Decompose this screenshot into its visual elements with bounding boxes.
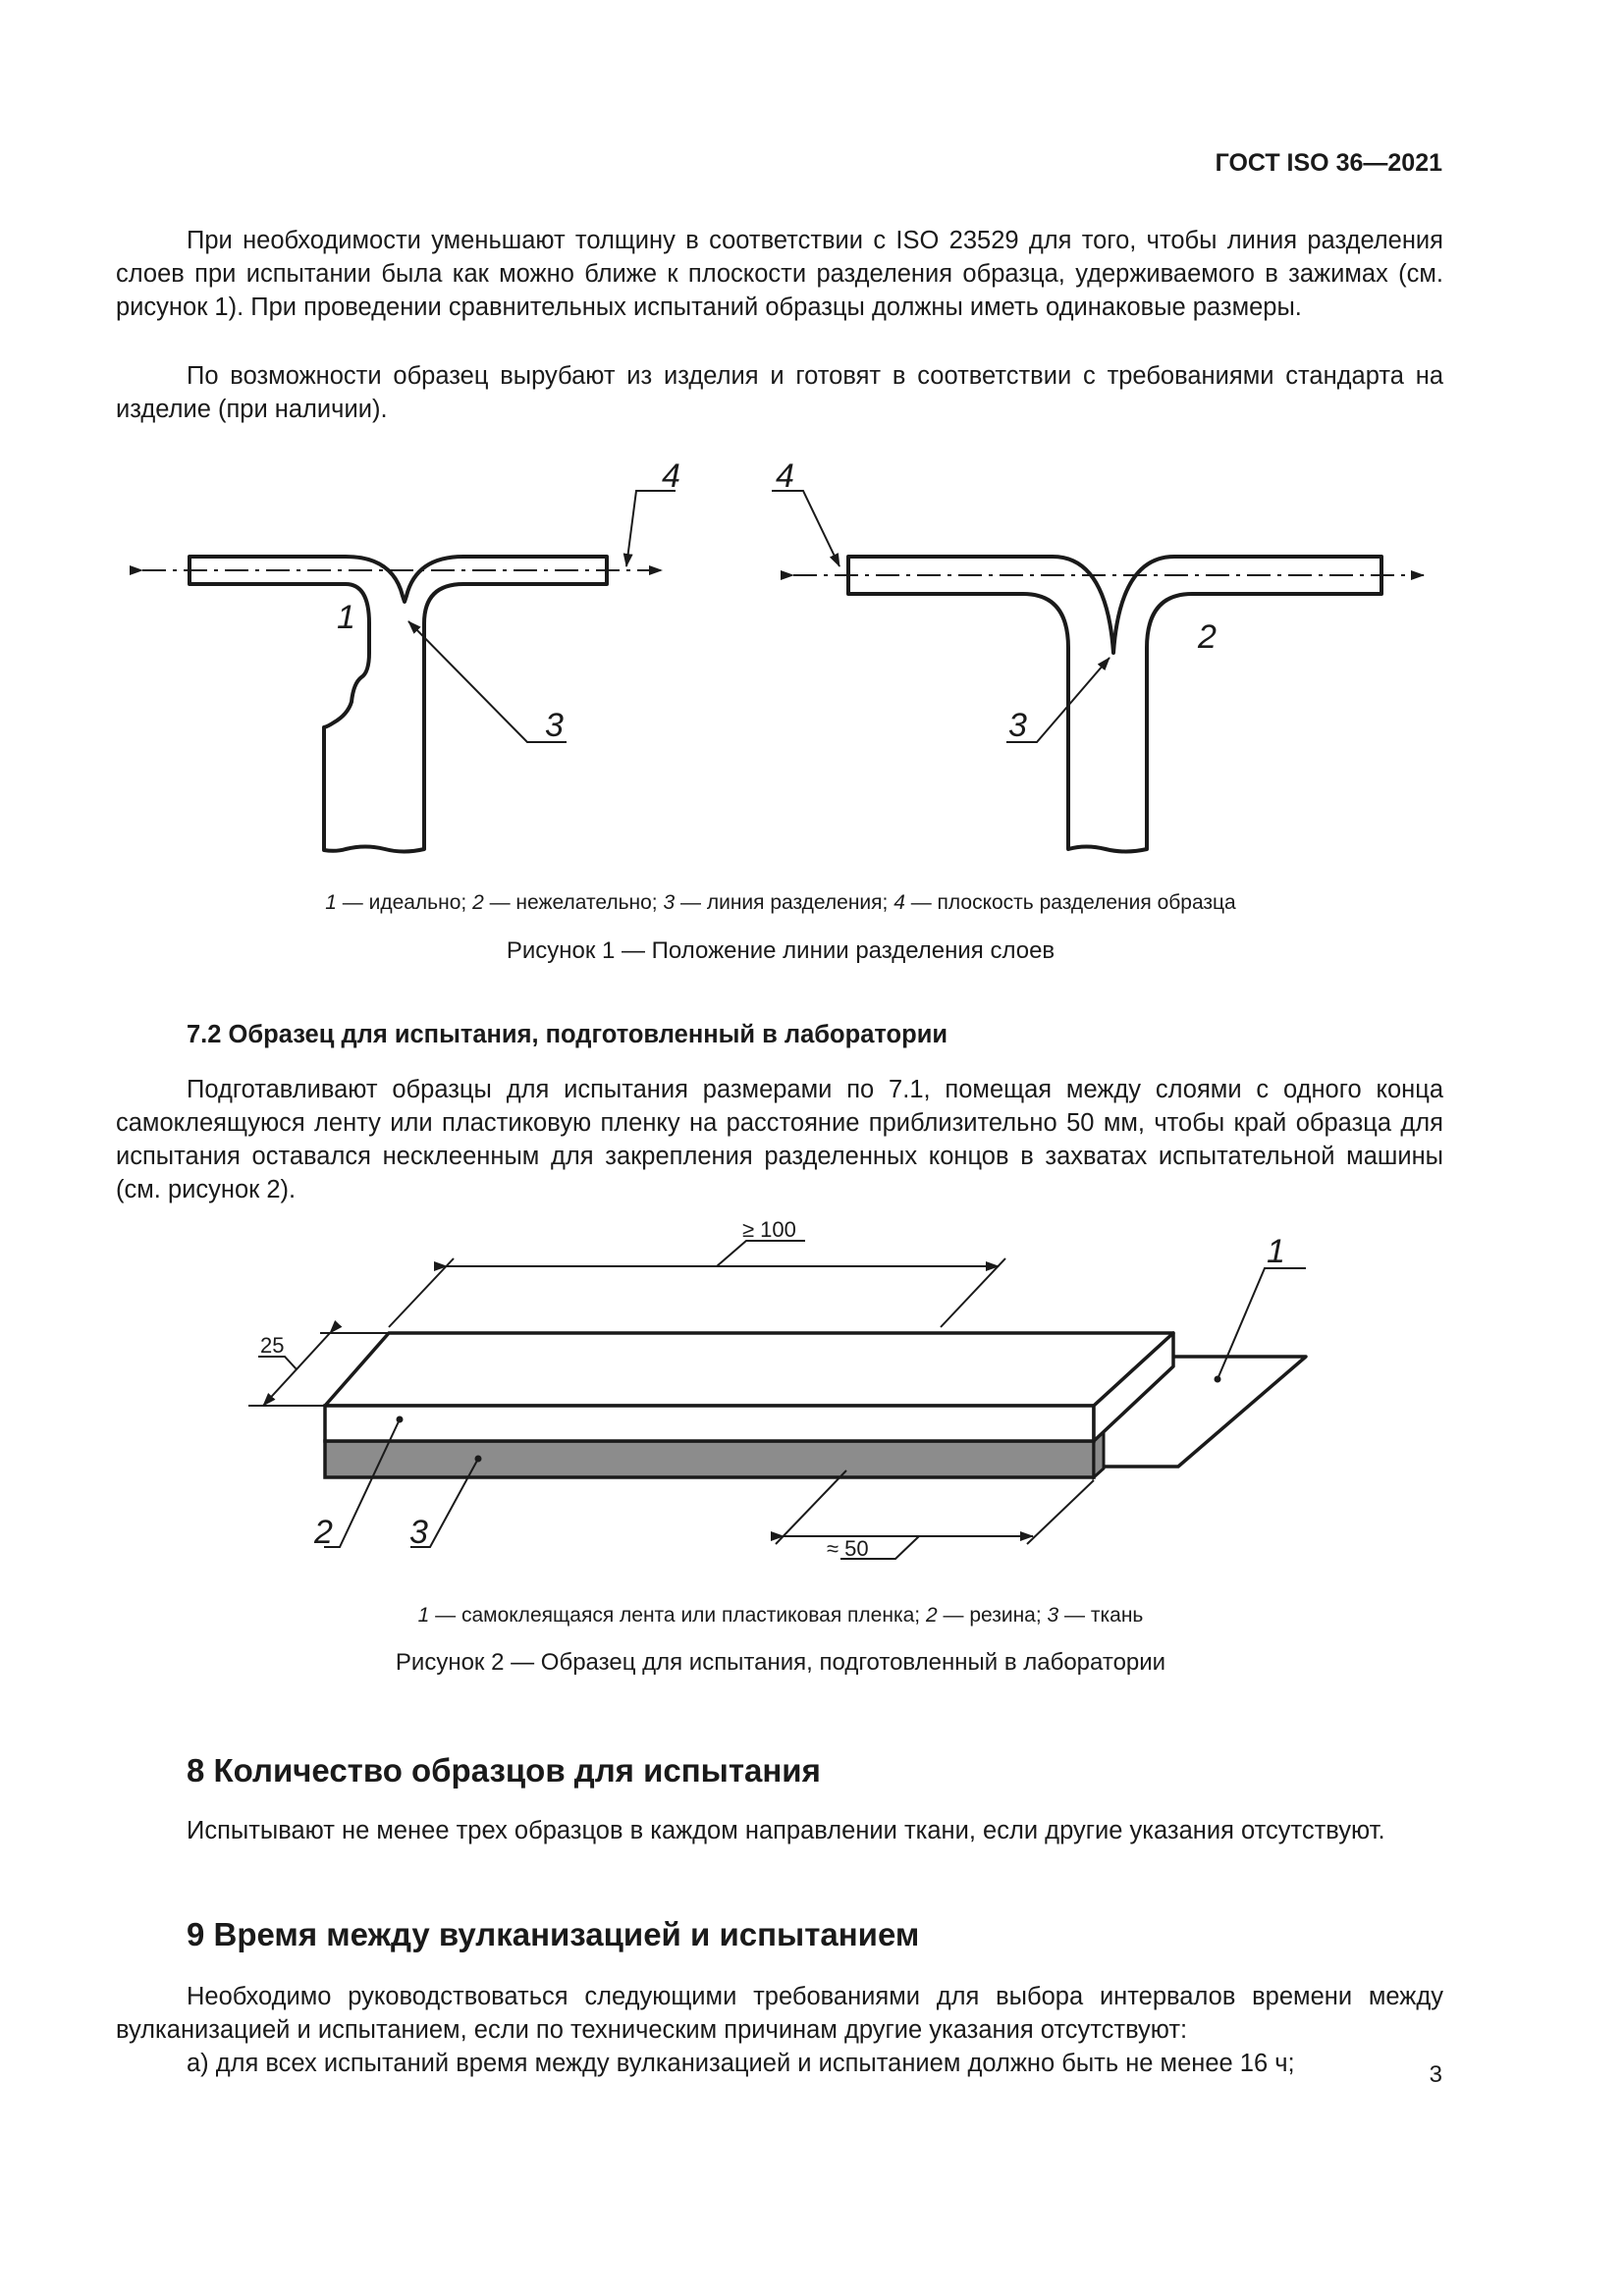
fig1-label-4a: 4	[662, 457, 680, 495]
fabric-layer	[325, 1441, 1094, 1477]
paragraph-quantity: Испытывают не менее трех образцов в каждом направлении ткани, если другие указания отсутствуют.	[187, 1817, 1385, 1844]
figure-2-legend: 1 — самоклеящаяся лента или пластиковая пленка; 2 — резина; 3 — ткань	[417, 1604, 1144, 1627]
leader-4-right	[772, 491, 839, 566]
dim-tape-label: ≈ 50	[827, 1536, 869, 1561]
fig1-label-2: 2	[1198, 618, 1217, 656]
section-7-2-heading: 7.2 Образец для испытания, подготовленный в лаборатории	[187, 1021, 948, 1048]
paragraph-lab-specimen: Подготавливают образцы для испытания размерами по 7.1, помещая между слоями с одного конца самоклеящуюся ленту или пластиковую пленку на расстояние приблизительно 50 мм, чтобы край образца для испытания оставался несклеенным для закрепления разделенных концов в захватах испытательной машины (см. рисунок 2).	[116, 1076, 1443, 1203]
specimen-ideal-outline	[189, 557, 607, 852]
leader-3-left	[408, 621, 567, 742]
paragraph-thickness: При необходимости уменьшают толщину в соответствии с ISO 23529 для того, чтобы линия разделения слоев при испытании была как можно ближе к плоскости разделения образца, удерживаемого в зажимах (см. рисунок 1). При проведении сравнительных испытаний образцы должны иметь одинаковые размеры.	[116, 227, 1443, 321]
fig2-label-3: 3	[409, 1514, 428, 1551]
page-number: 3	[1429, 2061, 1442, 2088]
paragraph-cutting: По возможности образец вырубают из изделия и готовят в соответствии с требованиями стандарта на изделие (при наличии).	[116, 362, 1443, 423]
dim-length-label: ≥ 100	[742, 1217, 796, 1242]
section-8-heading: 8 Количество образцов для испытания	[187, 1752, 821, 1789]
rubber-top	[325, 1333, 1173, 1406]
rubber-front	[325, 1406, 1094, 1441]
fig2-label-1: 1	[1267, 1233, 1285, 1270]
paragraph-time-intro: Необходимо руководствоваться следующими требованиями для выбора интервалов времени между вулканизацией и испытанием, если по техническим причинам другие указания отсутствуют:	[116, 1983, 1443, 2044]
figure-1-caption: Рисунок 1 — Положение линии разделения слоев	[506, 937, 1056, 964]
figure-2-caption: Рисунок 2 — Образец для испытания, подготовленный в лаборатории	[395, 1649, 1166, 1676]
list-item-a: а) для всех испытаний время между вулканизацией и испытанием должно быть не менее 16 ч;	[187, 2050, 1295, 2077]
fig1-label-1: 1	[337, 599, 355, 636]
figure-2-diagram	[0, 1217, 1624, 1590]
fig1-label-3a: 3	[545, 707, 564, 744]
figure-1-legend: 1 — идеально; 2 — нежелательно; 3 — линия разделения; 4 — плоскость разделения образца	[325, 891, 1236, 914]
figure-1-diagram	[0, 452, 1624, 883]
fig1-label-4b: 4	[776, 457, 794, 495]
leader-4-left	[626, 491, 676, 566]
section-9-heading: 9 Время между вулканизацией и испытанием	[187, 1916, 920, 1952]
fig2-label-2: 2	[314, 1514, 333, 1551]
fig1-label-3b: 3	[1008, 707, 1027, 744]
specimen-undesired-outline	[848, 557, 1381, 852]
dim-width-label: 25	[260, 1333, 285, 1358]
standard-header: ГОСТ ISO 36—2021	[1215, 149, 1442, 177]
